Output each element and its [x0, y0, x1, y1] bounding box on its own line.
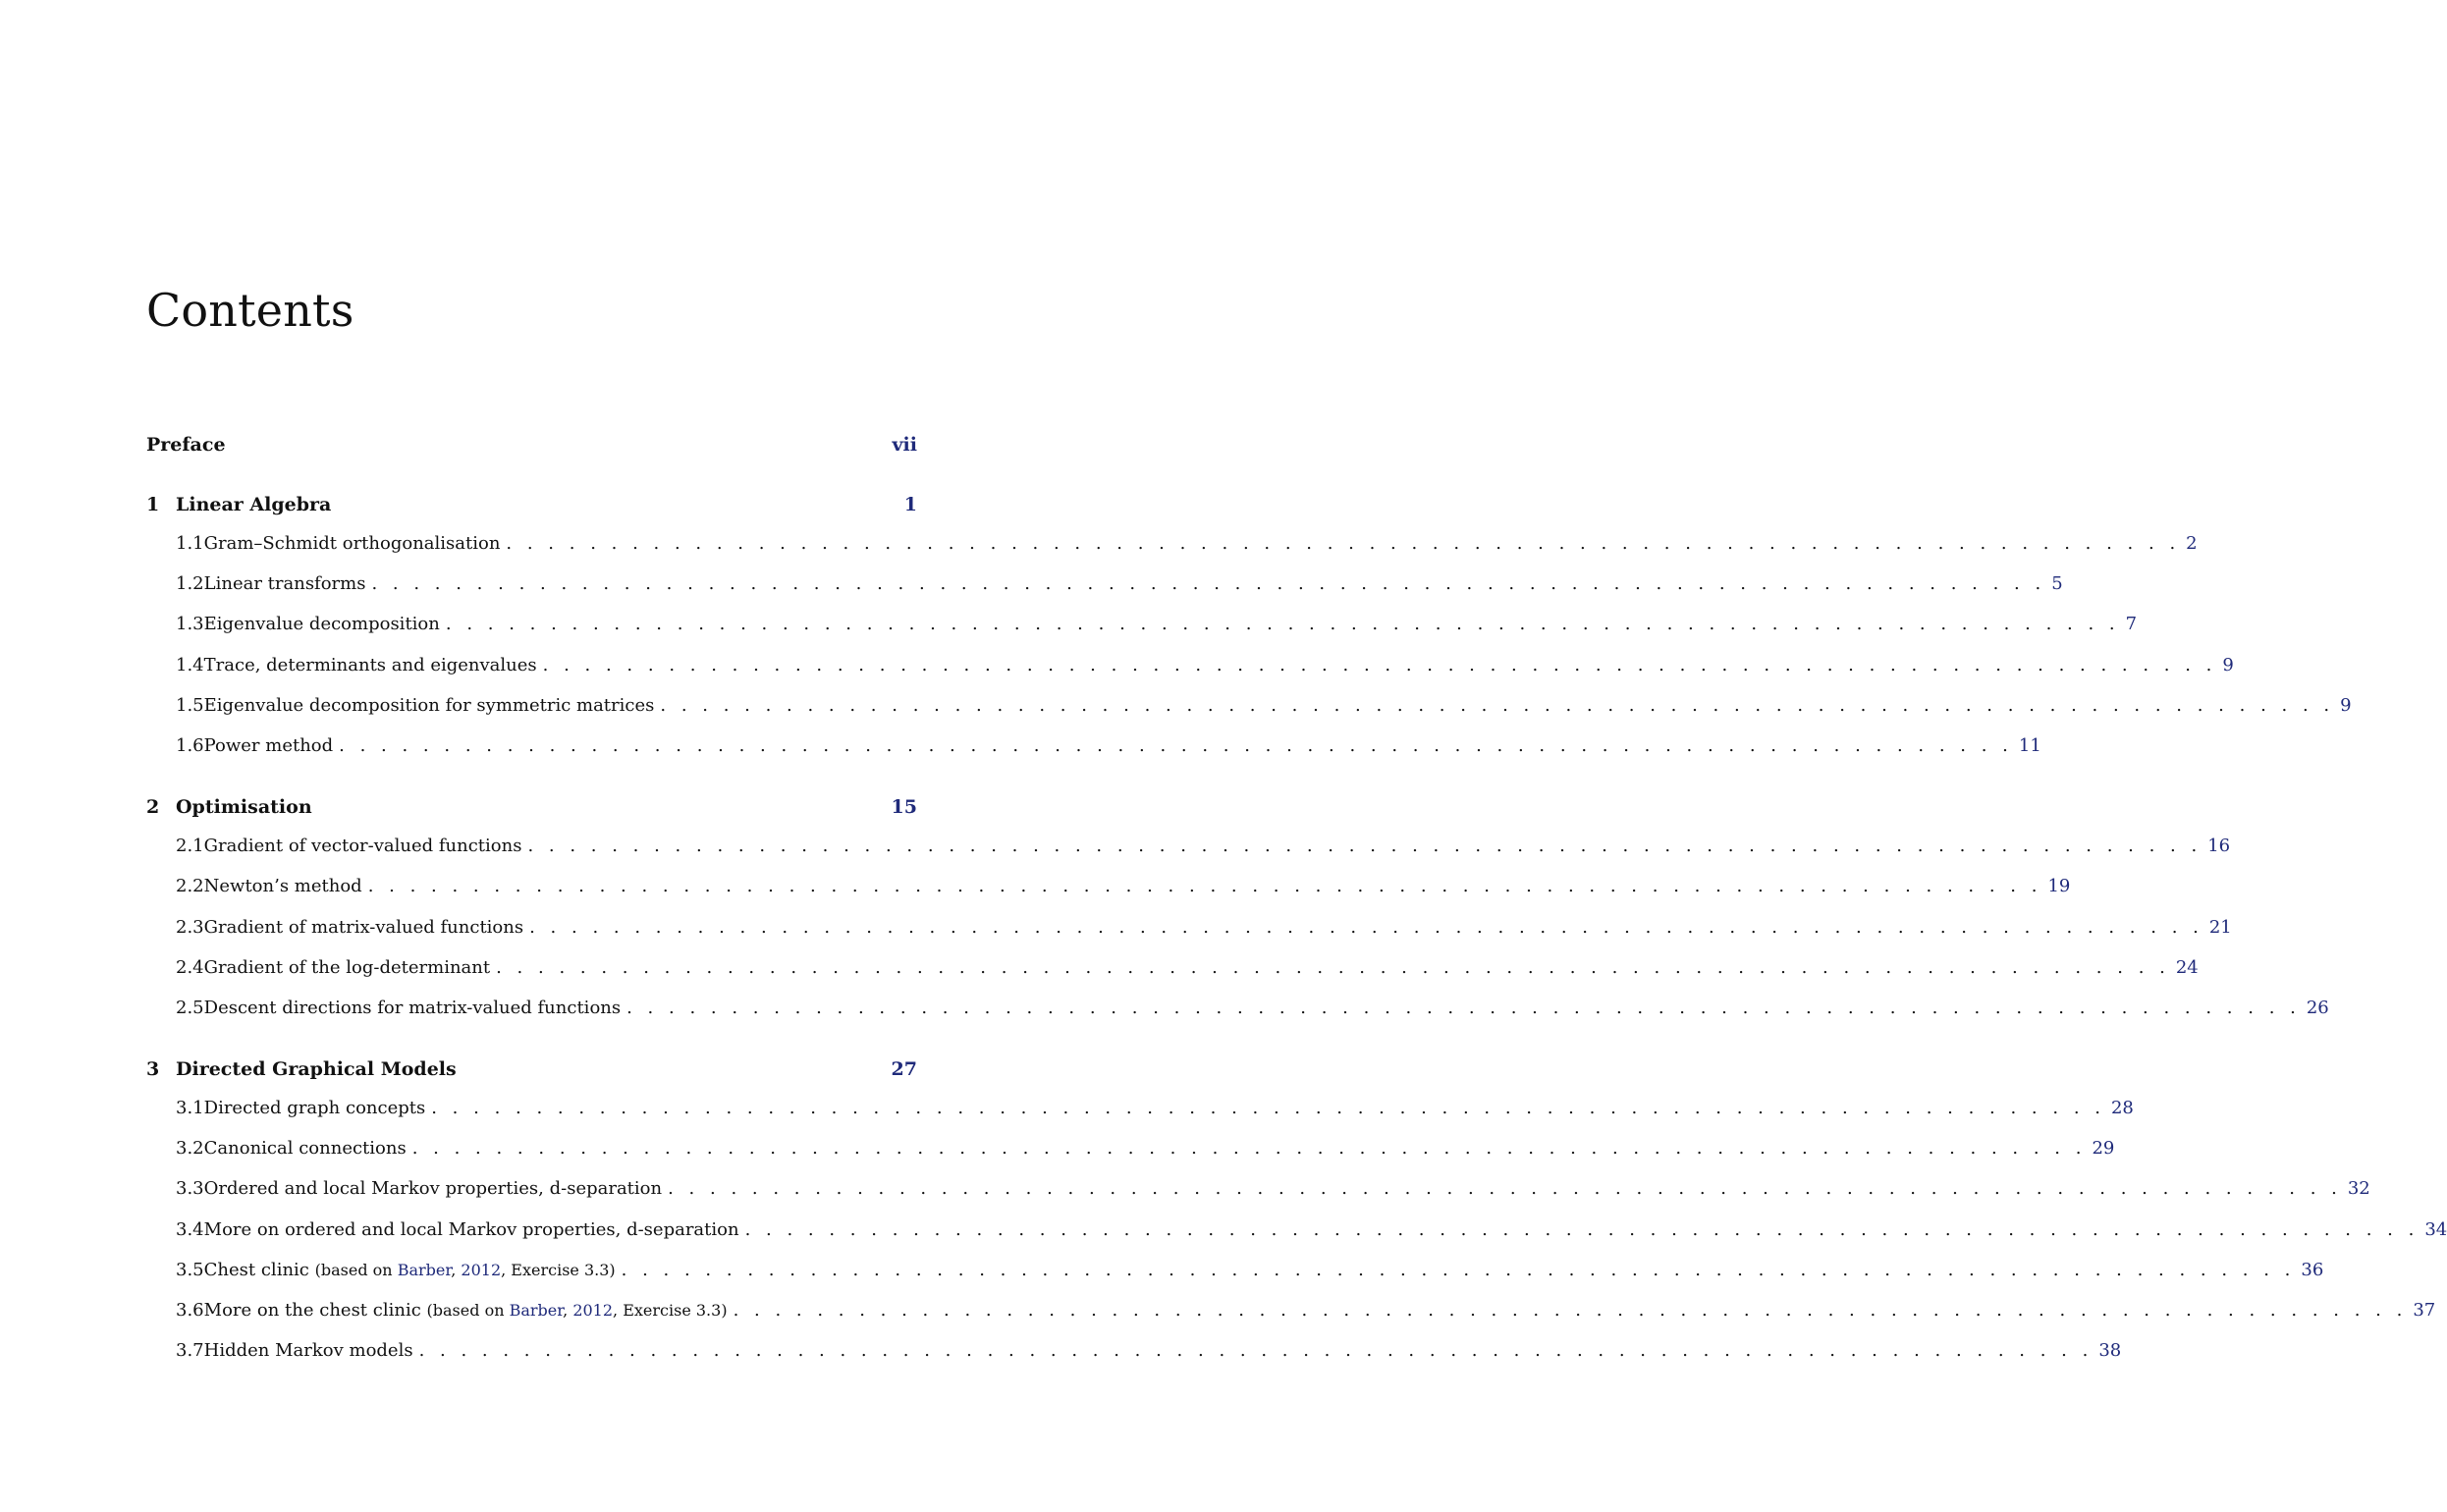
- section-title: Directed graph concepts: [203, 1098, 426, 1119]
- toc-section-entry[interactable]: [146, 1138, 2115, 1178]
- toc-section-entry[interactable]: [146, 1098, 2134, 1138]
- toc-section-entry[interactable]: [146, 533, 2198, 573]
- citation-author-link[interactable]: Barber: [397, 1260, 452, 1279]
- toc-section-entry[interactable]: [146, 734, 2041, 776]
- chapter-number: 1: [146, 494, 160, 515]
- chapter-page-link[interactable]: 1: [903, 494, 917, 515]
- toc-chapter-entry[interactable]: [146, 796, 917, 836]
- leader-dots: . . . . . . . . . . . . . . . . . . . . . . . . . . . . . . . . . . . . . . . . . . . . . . . . . . . . . . . . . . . . . . . . . . . . . . . . . . . . . . . .: [418, 1340, 2094, 1362]
- section-title: Gradient of vector-valued functions: [203, 836, 522, 857]
- section-number: 3.4: [176, 1218, 204, 1240]
- toc-section-entry[interactable]: [146, 836, 2231, 876]
- toc-section-entry[interactable]: [146, 1300, 2436, 1340]
- section-number: 1.5: [176, 694, 204, 716]
- leader-dots: . . . . . . . . . . . . . . . . . . . . . . . . . . . . . . . . . . . . . . . . . . . . . . . . . . . . . . . . . . . . . . . . . . . . . . . . . . . . . . . .: [367, 876, 2042, 897]
- citation: (based on Barber, 2012, Exercise 3.3): [426, 1301, 728, 1320]
- section-page-link[interactable]: 28: [2110, 1098, 2134, 1119]
- section-page-link[interactable]: 24: [2175, 956, 2199, 978]
- chapter-title: Optimisation: [176, 796, 312, 819]
- leader-dots: . . . . . . . . . . . . . . . . . . . . . . . . . . . . . . . . . . . . . . . . . . . . . . . . . . . . . . . . . . . . . . . . . . . . . . . . . . . . . . . .: [527, 836, 2202, 857]
- section-number: 2.5: [176, 997, 204, 1018]
- section-number: 1.6: [176, 734, 204, 756]
- toc-chapter-entry[interactable]: [146, 434, 917, 473]
- leader-dots: . . . . . . . . . . . . . . . . . . . . . . . . . . . . . . . . . . . . . . . . . . . . . . . . . . . . . . . . . . . . . . . . . . . . . . . . . . . . . . . .: [431, 1098, 2105, 1119]
- leader-dots: . . . . . . . . . . . . . . . . . . . . . . . . . . . . . . . . . . . . . . . . . . . . . . . . . . . . . . . . . . . . . . . . . . . . . . . . . . . . . . . .: [445, 614, 2120, 635]
- section-title: Descent directions for matrix-valued functions: [203, 997, 622, 1018]
- leader-dots: . . . . . . . . . . . . . . . . . . . . . . . . . . . . . . . . . . . . . . . . . . . . . . . . . . . . . . . . . . . . . . . . . . . . . . . . . . . . . . . .: [733, 1300, 2408, 1321]
- section-title: Ordered and local Markov properties, d-separation: [203, 1178, 663, 1200]
- toc-chapter-entry[interactable]: [146, 494, 917, 533]
- section-page-link[interactable]: 32: [2347, 1178, 2370, 1200]
- leader-dots: . . . . . . . . . . . . . . . . . . . . . . . . . . . . . . . . . . . . . . . . . . . . . . . . . . . . . . . . . . . . . . . . . . . . . . . . . . . . . . . .: [621, 1259, 2296, 1280]
- section-page-link[interactable]: 37: [2413, 1300, 2436, 1321]
- section-page-link[interactable]: 26: [2306, 997, 2329, 1018]
- section-number: 2.1: [176, 836, 204, 857]
- section-title: More on the chest clinic (based on Barber, 2012, Exercise 3.3): [203, 1300, 728, 1321]
- section-number: 1.3: [176, 614, 204, 635]
- section-page-link[interactable]: 36: [2301, 1259, 2324, 1280]
- section-title: Power method: [203, 734, 334, 756]
- section-number: 3.7: [176, 1340, 204, 1362]
- section-page-link[interactable]: 2: [2186, 533, 2198, 554]
- section-number: 3.1: [176, 1098, 204, 1119]
- chapter-title: Directed Graphical Models: [176, 1058, 457, 1081]
- citation-year-link[interactable]: 2012: [461, 1260, 502, 1279]
- citation: (based on Barber, 2012, Exercise 3.3): [314, 1260, 616, 1279]
- chapter-page-link[interactable]: vii: [892, 434, 917, 456]
- section-number: 2.2: [176, 876, 204, 897]
- section-title: Eigenvalue decomposition: [203, 614, 440, 635]
- section-number: 3.6: [176, 1300, 204, 1321]
- chapter-title: Linear Algebra: [176, 494, 332, 515]
- section-title: Gradient of matrix-valued functions: [203, 916, 524, 938]
- leader-dots: . . . . . . . . . . . . . . . . . . . . . . . . . . . . . . . . . . . . . . . . . . . . . . . . . . . . . . . . . . . . . . . . . . . . . . . . . . . . . . . .: [496, 956, 2170, 978]
- toc-section-entry[interactable]: [146, 997, 2329, 1038]
- section-page-link[interactable]: 9: [2340, 694, 2352, 716]
- section-title: Trace, determinants and eigenvalues: [203, 654, 537, 675]
- toc-section-entry[interactable]: [146, 1218, 2447, 1260]
- section-title: Gram–Schmidt orthogonalisation: [203, 533, 501, 554]
- citation-author-link[interactable]: Barber: [509, 1301, 564, 1320]
- chapter-title: Preface: [146, 434, 226, 456]
- section-page-link[interactable]: 7: [2125, 614, 2138, 635]
- section-title: Gradient of the log-determinant: [203, 956, 491, 978]
- section-page-link[interactable]: 16: [2207, 836, 2231, 857]
- section-number: 3.3: [176, 1178, 204, 1200]
- leader-dots: . . . . . . . . . . . . . . . . . . . . . . . . . . . . . . . . . . . . . . . . . . . . . . . . . . . . . . . . . . . . . . . . . . . . . . . . . . . . . . . .: [529, 916, 2203, 938]
- leader-dots: . . . . . . . . . . . . . . . . . . . . . . . . . . . . . . . . . . . . . . . . . . . . . . . . . . . . . . . . . . . . . . . . . . . . . . . . . . . . . . . .: [668, 1178, 2342, 1200]
- leader-dots: . . . . . . . . . . . . . . . . . . . . . . . . . . . . . . . . . . . . . . . . . . . . . . . . . . . . . . . . . . . . . . . . . . . . . . . . . . . . . . . .: [506, 533, 2181, 554]
- toc-section-entry[interactable]: [146, 1178, 2370, 1218]
- section-title: Linear transforms: [203, 573, 366, 595]
- leader-dots: . . . . . . . . . . . . . . . . . . . . . . . . . . . . . . . . . . . . . . . . . . . . . . . . . . . . . . . . . . . . . . . . . . . . . . . . . . . . . . . .: [744, 1218, 2420, 1240]
- section-number: 1.1: [176, 533, 204, 554]
- section-title: Hidden Markov models: [203, 1340, 413, 1362]
- toc-section-entry[interactable]: [146, 614, 2138, 654]
- toc-section-entry[interactable]: [146, 694, 2352, 735]
- leader-dots: . . . . . . . . . . . . . . . . . . . . . . . . . . . . . . . . . . . . . . . . . . . . . . . . . . . . . . . . . . . . . . . . . . . . . . . . . . . . . . . .: [411, 1138, 2087, 1160]
- section-page-link[interactable]: 11: [2018, 734, 2041, 756]
- leader-dots: . . . . . . . . . . . . . . . . . . . . . . . . . . . . . . . . . . . . . . . . . . . . . . . . . . . . . . . . . . . . . . . . . . . . . . . . . . . . . . . .: [371, 573, 2046, 595]
- toc-section-entry[interactable]: [146, 956, 2199, 998]
- section-number: 2.3: [176, 916, 204, 938]
- section-number: 1.4: [176, 654, 204, 675]
- section-page-link[interactable]: 29: [2092, 1138, 2115, 1160]
- section-page-link[interactable]: 34: [2424, 1218, 2447, 1240]
- section-page-link[interactable]: 38: [2098, 1340, 2122, 1362]
- toc-section-entry[interactable]: [146, 916, 2232, 957]
- leader-dots: . . . . . . . . . . . . . . . . . . . . . . . . . . . . . . . . . . . . . . . . . . . . . . . . . . . . . . . . . . . . . . . . . . . . . . . . . . . . . . . .: [339, 734, 2013, 756]
- section-title: Eigenvalue decomposition for symmetric matrices: [203, 694, 655, 716]
- section-number: 3.2: [176, 1138, 204, 1160]
- toc-section-entry[interactable]: [146, 1340, 2122, 1380]
- section-number: 1.2: [176, 573, 204, 595]
- section-title: Canonical connections: [203, 1138, 407, 1160]
- leader-dots: . . . . . . . . . . . . . . . . . . . . . . . . . . . . . . . . . . . . . . . . . . . . . . . . . . . . . . . . . . . . . . . . . . . . . . . . . . . . . . . .: [660, 694, 2335, 716]
- toc-section-entry[interactable]: [146, 654, 2234, 695]
- section-title: Chest clinic (based on Barber, 2012, Exercise 3.3): [203, 1259, 616, 1280]
- chapter-page-link[interactable]: 15: [891, 796, 917, 819]
- toc-section-entry[interactable]: [146, 876, 2071, 916]
- citation-year-link[interactable]: 2012: [572, 1301, 614, 1320]
- section-page-link[interactable]: 9: [2222, 654, 2234, 675]
- section-page-link[interactable]: 5: [2051, 573, 2063, 595]
- section-title: More on ordered and local Markov properties, d-separation: [203, 1218, 739, 1240]
- section-title: Newton’s method: [203, 876, 362, 897]
- section-number: 2.4: [176, 956, 204, 978]
- leader-dots: . . . . . . . . . . . . . . . . . . . . . . . . . . . . . . . . . . . . . . . . . . . . . . . . . . . . . . . . . . . . . . . . . . . . . . . . . . . . . . . .: [542, 654, 2217, 675]
- table-of-contents: [146, 434, 2447, 1380]
- chapter-number: 2: [146, 796, 160, 819]
- toc-section-entry[interactable]: [146, 1259, 2324, 1300]
- chapter-page-link[interactable]: 27: [891, 1058, 917, 1081]
- section-page-link[interactable]: 19: [2047, 876, 2071, 897]
- chapter-number: 3: [146, 1058, 160, 1081]
- toc-section-entry[interactable]: [146, 573, 2063, 614]
- toc-chapter-entry[interactable]: [146, 1058, 917, 1098]
- page-title: Contents: [146, 284, 354, 337]
- section-number: 3.5: [176, 1259, 204, 1280]
- section-page-link[interactable]: 21: [2208, 916, 2232, 938]
- leader-dots: . . . . . . . . . . . . . . . . . . . . . . . . . . . . . . . . . . . . . . . . . . . . . . . . . . . . . . . . . . . . . . . . . . . . . . . . . . . . . . . .: [626, 997, 2301, 1018]
